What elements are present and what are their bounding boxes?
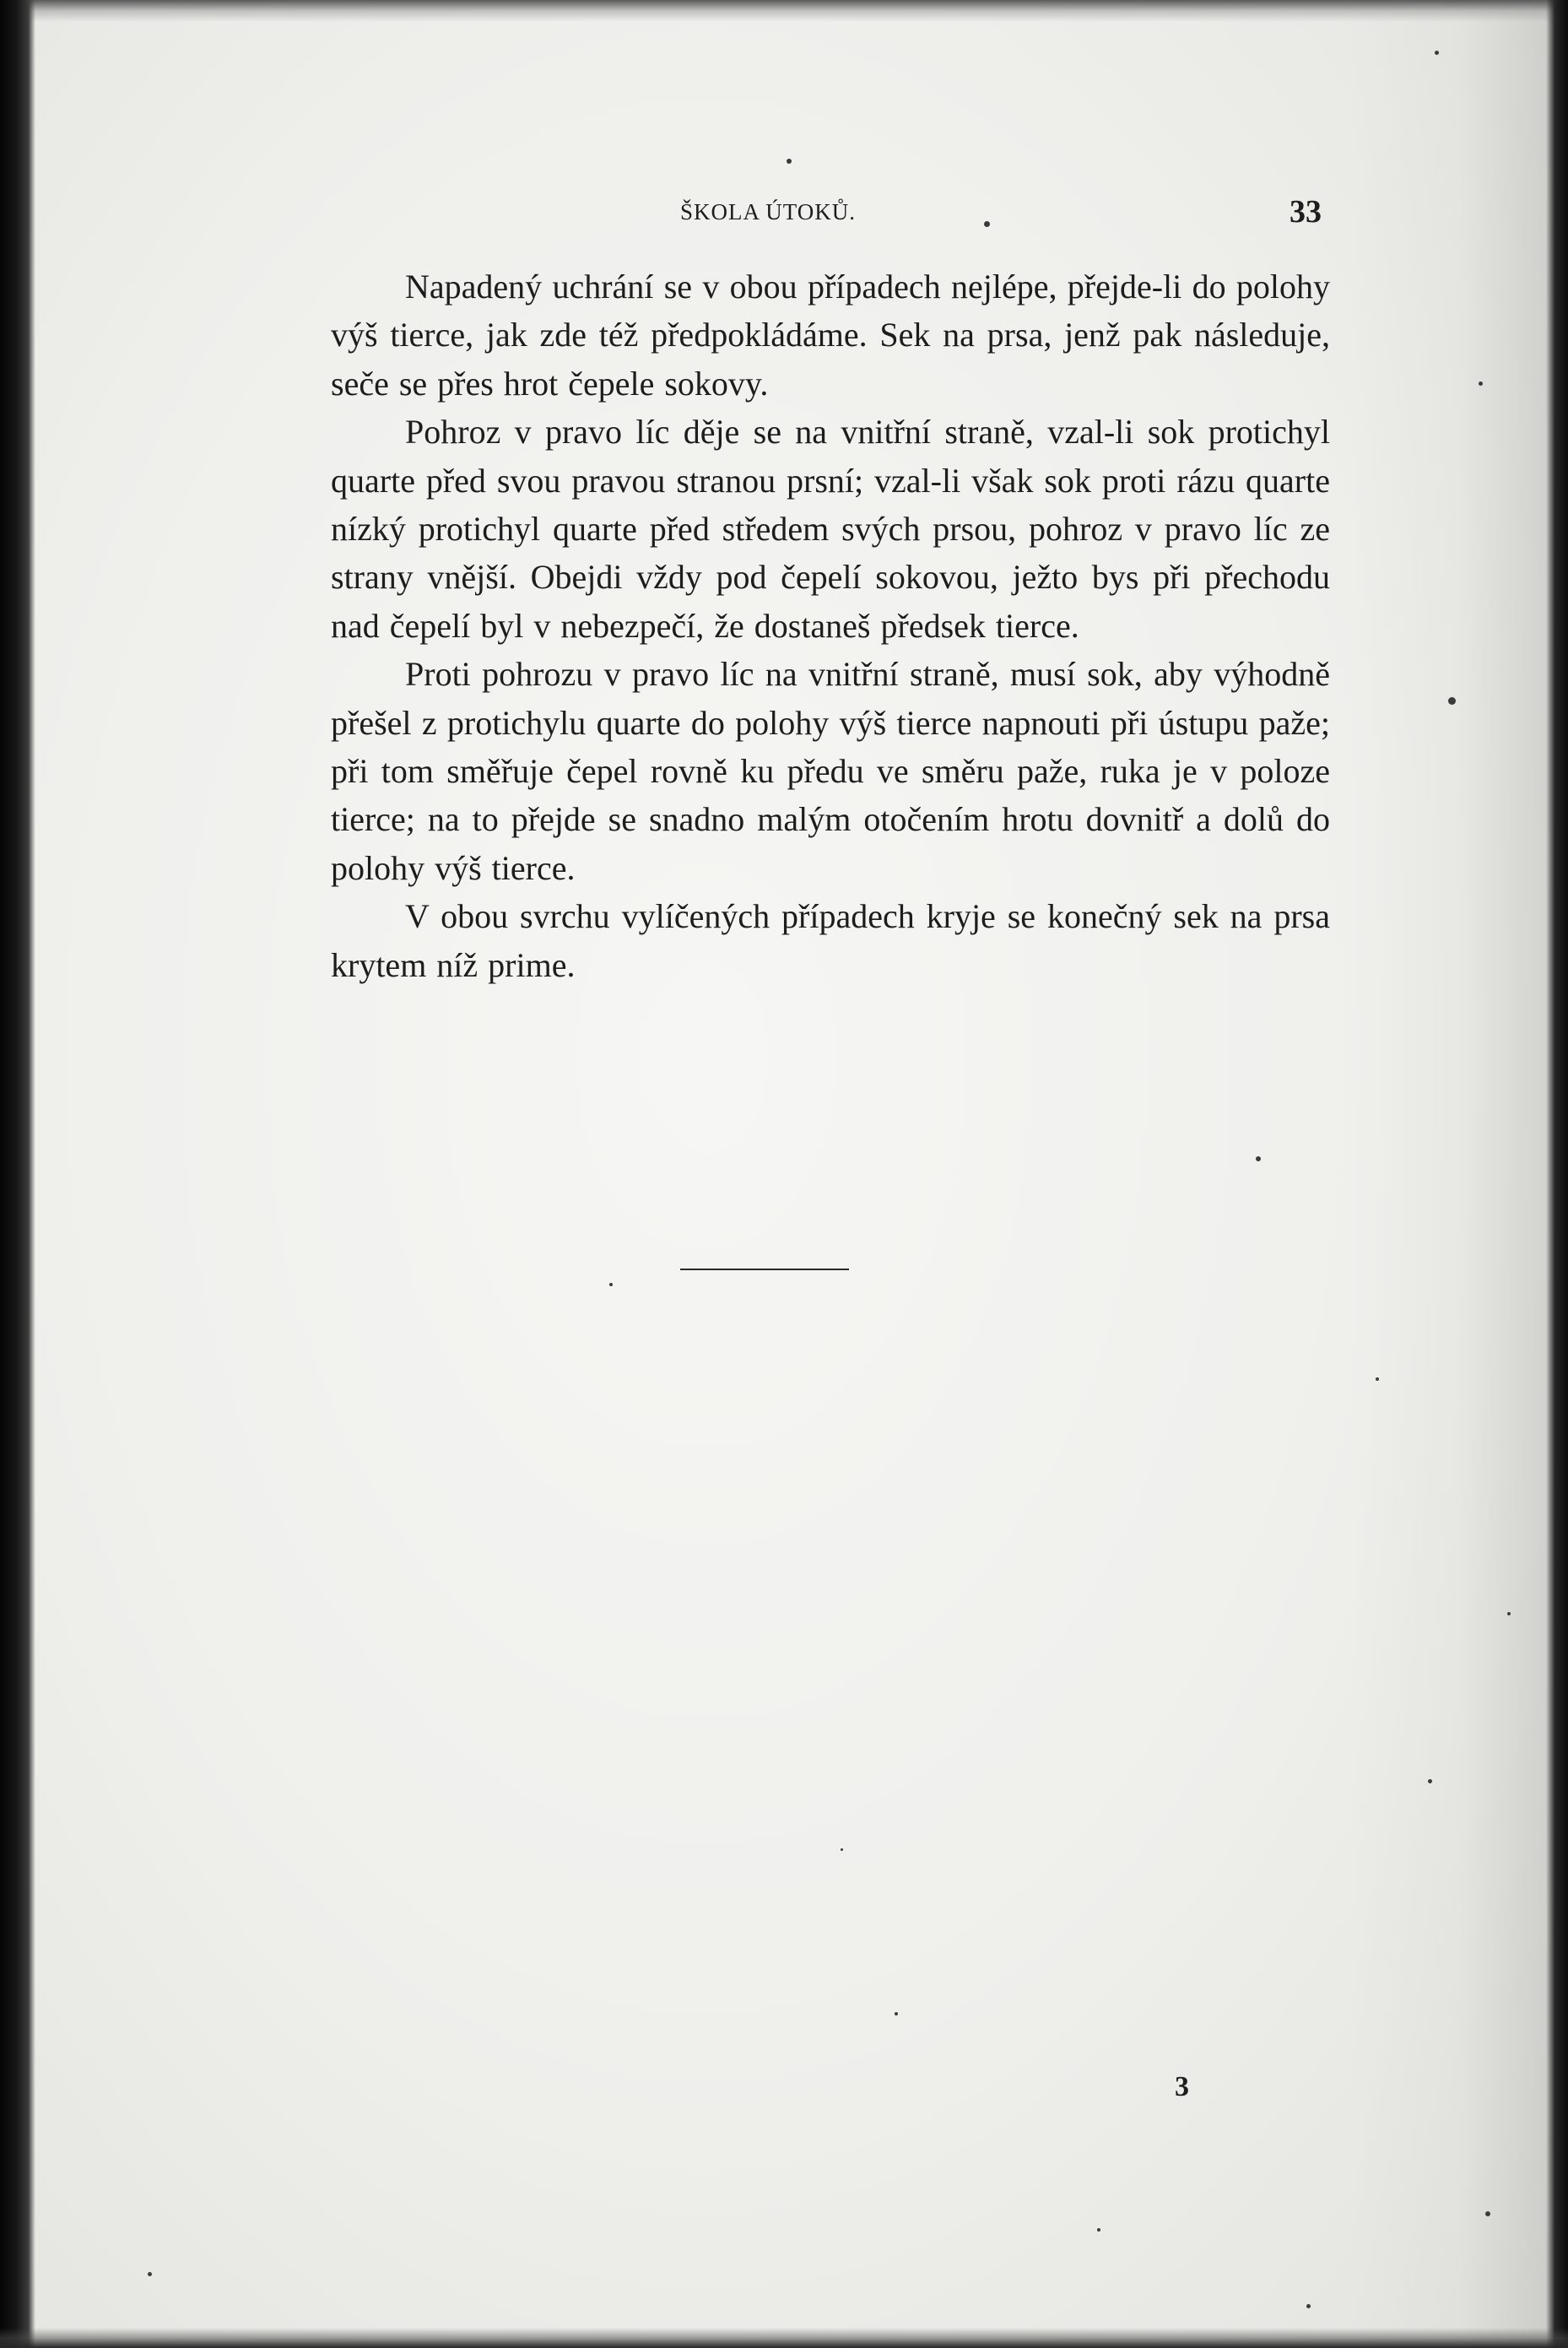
scan-speck [1306,2304,1311,2308]
scan-speck [609,1283,613,1286]
scan-speck [984,221,990,227]
body-text [331,262,1330,989]
top-scan-edge [0,0,1568,22]
page-number: 33 [1290,194,1322,230]
scan-speck [148,2272,152,2276]
scan-speck [1376,1377,1379,1381]
right-scan-edge [1546,0,1568,2348]
signature-mark: 3 [1175,2071,1189,2102]
scan-speck [1479,381,1483,386]
running-head: ŠKOLA ÚTOKŮ. [680,199,857,225]
scan-speck [841,1848,843,1851]
scan-speck [1097,2228,1100,2232]
scan-speck [1507,1612,1511,1615]
paragraph: Pohroz v pravo líc děje se na vnitřní straně, vzal-li sok protichyl quarte před svou pravou stranou prsní; vzal-li však sok proti rázu quarte nízký protichyl quarte před středem svých prsou, pohroz v pravo líc ze strany vnější. Obejdi vždy pod čepelí sokovou, ježto bys při přechodu nad čepelí byl v nebezpečí, že dostaneš předsek tierce. [331,413,1330,645]
paragraph: Proti pohrozu v pravo líc na vnitřní straně, musí sok, aby výhodně přešel z protichylu quarte do polohy výš tierce napnouti při ústupu paže; při tom směřuje čepel rovně ku předu ve směru paže, ruka je v poloze tierce; na to přejde se snadno malým otočením hrotu dovnitř a dolů do polohy výš tierce. [331,655,1330,887]
scan-speck [1485,2211,1490,2216]
paragraph: V obou svrchu vylíčených případech kryje se konečný sek na prsa krytem níž prime. [331,897,1330,984]
page-shading [1349,0,1568,2348]
bottom-scan-edge [0,2328,1568,2348]
paragraph: Napadený uchrání se v obou případech nejlépe, přejde-li do polohy výš tierce, jak zde též předpokládáme. Sek na prsa, jenž pak následuje, seče se přes hrot čepele sokovy. [331,268,1330,403]
scan-speck [1435,51,1439,55]
left-scan-edge [0,0,35,2348]
scan-speck [1448,697,1456,705]
scan-speck [787,159,792,164]
section-end-rule [680,1269,849,1270]
scan-speck [1428,1779,1432,1783]
scan-speck [895,2012,898,2015]
scan-speck [1256,1156,1261,1161]
